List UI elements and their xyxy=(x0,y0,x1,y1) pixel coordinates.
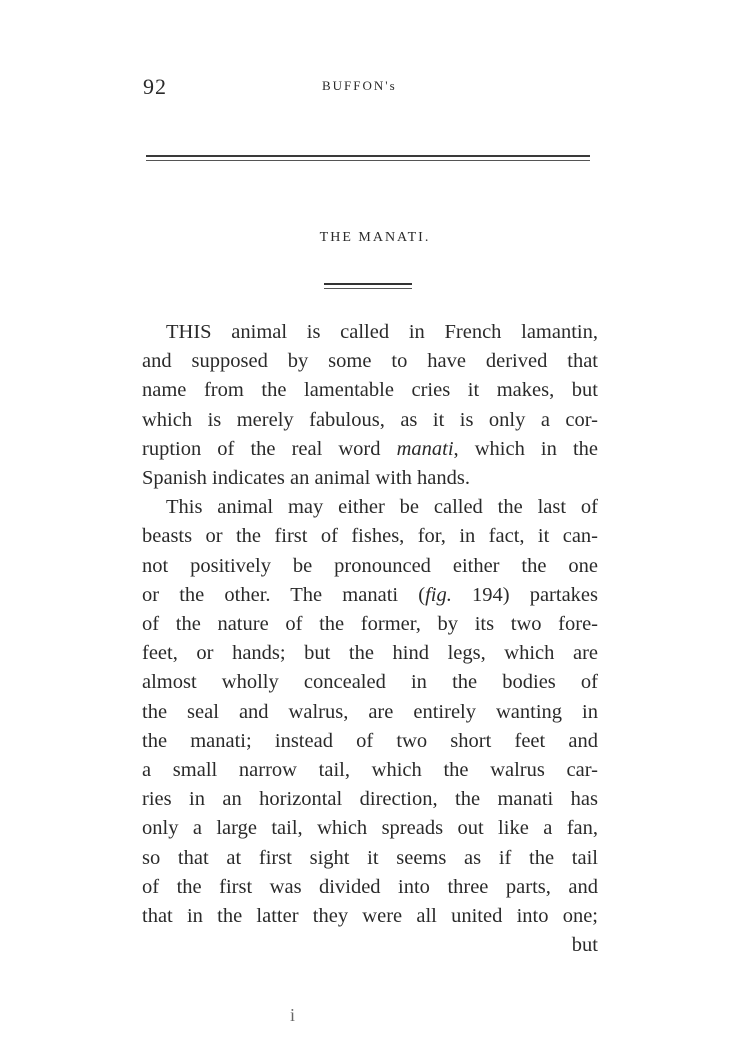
text-line: or the other. The manati (fig. 194) partakes xyxy=(142,583,598,606)
page-number: 92 xyxy=(143,74,167,99)
section-title: THE MANATI. xyxy=(319,230,431,245)
text-line: beasts or the first of fishes, for, in fact, it can- xyxy=(142,525,598,548)
text-line: which is merely fabulous, as it is only a cor- xyxy=(142,408,598,431)
title-rule-thin xyxy=(324,288,412,289)
text-line: the manati; instead of two short feet and xyxy=(142,729,598,752)
text-line: not positively be pronounced either the one xyxy=(142,554,598,577)
text-line: This animal may either be called the last of xyxy=(166,496,598,519)
text-line: the seal and walrus, are entirely wanting in xyxy=(142,700,598,723)
text-line: feet, or hands; but the hind legs, which are xyxy=(142,642,598,665)
text-line: ries in an horizontal direction, the manati has xyxy=(142,788,598,811)
text-line: and supposed by some to have derived that xyxy=(142,350,598,373)
text-line: Spanish indicates an animal with hands. xyxy=(142,467,470,490)
title-rule xyxy=(324,283,412,285)
header-rule xyxy=(146,155,590,157)
page-mark: i xyxy=(290,1005,296,1025)
header-rule-thin xyxy=(146,160,590,161)
text-line: almost wholly concealed in the bodies of xyxy=(142,671,598,694)
text-line: of the first was divided into three parts, and xyxy=(142,875,598,898)
catchword: but xyxy=(571,934,598,957)
text-line: name from the lamentable cries it makes, but xyxy=(142,379,598,402)
text-line: only a large tail, which spreads out like a fan, xyxy=(142,817,598,840)
text-line: so that at first sight it seems as if the tail xyxy=(142,846,598,869)
text-line: ruption of the real word manati, which in the xyxy=(142,437,598,460)
text-line: THIS animal is called in French lamantin, xyxy=(166,321,598,343)
body-text xyxy=(142,318,598,960)
text-line: that in the latter they were all united into one; xyxy=(142,905,598,928)
running-head: BUFFON's xyxy=(322,78,397,93)
text-line: a small narrow tail, which the walrus car- xyxy=(142,759,598,782)
text-line: of the nature of the former, by its two fore- xyxy=(142,613,598,636)
